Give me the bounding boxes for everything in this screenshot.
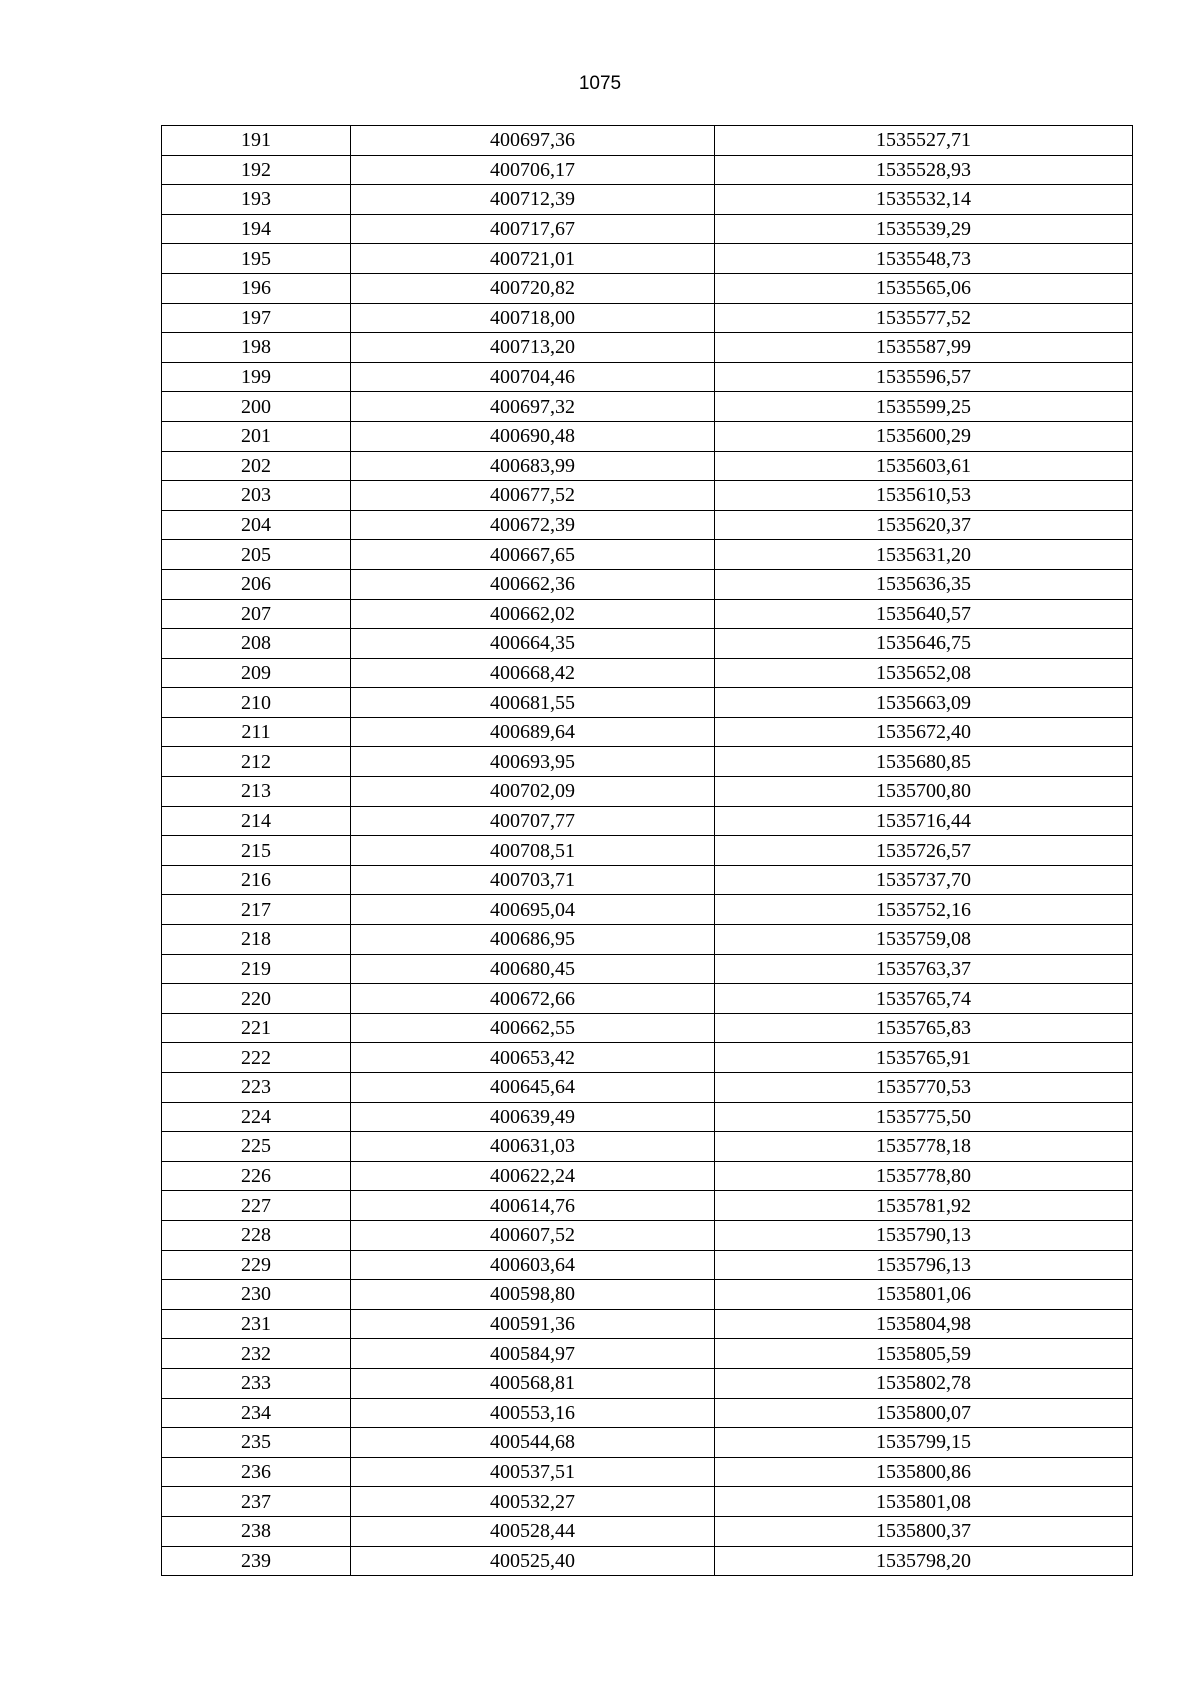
y-coordinate-cell: 1535778,80 <box>715 1161 1133 1191</box>
y-coordinate-cell: 1535577,52 <box>715 303 1133 333</box>
point-number-cell: 194 <box>162 214 351 244</box>
y-coordinate-cell: 1535770,53 <box>715 1073 1133 1103</box>
point-number-cell: 236 <box>162 1457 351 1487</box>
table-row <box>162 451 1133 481</box>
x-coordinate-cell: 400713,20 <box>351 333 715 363</box>
table-row <box>162 658 1133 688</box>
x-coordinate-cell: 400681,55 <box>351 688 715 718</box>
table-row <box>162 1309 1133 1339</box>
y-coordinate-cell: 1535801,06 <box>715 1280 1133 1310</box>
x-coordinate-cell: 400544,68 <box>351 1428 715 1458</box>
x-coordinate-cell: 400668,42 <box>351 658 715 688</box>
y-coordinate-cell: 1535603,61 <box>715 451 1133 481</box>
x-coordinate-cell: 400697,36 <box>351 126 715 156</box>
x-coordinate-cell: 400528,44 <box>351 1516 715 1546</box>
x-coordinate-cell: 400603,64 <box>351 1250 715 1280</box>
x-coordinate-cell: 400553,16 <box>351 1398 715 1428</box>
point-number-cell: 195 <box>162 244 351 274</box>
point-number-cell: 207 <box>162 599 351 629</box>
point-number-cell: 215 <box>162 836 351 866</box>
y-coordinate-cell: 1535778,18 <box>715 1132 1133 1162</box>
x-coordinate-cell: 400532,27 <box>351 1487 715 1517</box>
y-coordinate-cell: 1535700,80 <box>715 777 1133 807</box>
table-row <box>162 510 1133 540</box>
x-coordinate-cell: 400631,03 <box>351 1132 715 1162</box>
x-coordinate-cell: 400672,66 <box>351 984 715 1014</box>
point-number-cell: 235 <box>162 1428 351 1458</box>
point-number-cell: 205 <box>162 540 351 570</box>
table-row <box>162 1339 1133 1369</box>
table-row <box>162 895 1133 925</box>
table-row <box>162 1102 1133 1132</box>
point-number-cell: 220 <box>162 984 351 1014</box>
point-number-cell: 206 <box>162 569 351 599</box>
point-number-cell: 212 <box>162 747 351 777</box>
x-coordinate-cell: 400693,95 <box>351 747 715 777</box>
x-coordinate-cell: 400686,95 <box>351 925 715 955</box>
x-coordinate-cell: 400677,52 <box>351 481 715 511</box>
table-row <box>162 688 1133 718</box>
table-row <box>162 392 1133 422</box>
point-number-cell: 229 <box>162 1250 351 1280</box>
y-coordinate-cell: 1535631,20 <box>715 540 1133 570</box>
point-number-cell: 197 <box>162 303 351 333</box>
table-row <box>162 481 1133 511</box>
table-row <box>162 1220 1133 1250</box>
x-coordinate-cell: 400697,32 <box>351 392 715 422</box>
point-number-cell: 213 <box>162 777 351 807</box>
x-coordinate-cell: 400708,51 <box>351 836 715 866</box>
x-coordinate-cell: 400662,02 <box>351 599 715 629</box>
coordinates-table <box>161 125 1133 1576</box>
x-coordinate-cell: 400680,45 <box>351 954 715 984</box>
y-coordinate-cell: 1535596,57 <box>715 362 1133 392</box>
y-coordinate-cell: 1535663,09 <box>715 688 1133 718</box>
table-row <box>162 126 1133 156</box>
table-row <box>162 1516 1133 1546</box>
y-coordinate-cell: 1535800,37 <box>715 1516 1133 1546</box>
point-number-cell: 199 <box>162 362 351 392</box>
point-number-cell: 210 <box>162 688 351 718</box>
x-coordinate-cell: 400568,81 <box>351 1368 715 1398</box>
point-number-cell: 217 <box>162 895 351 925</box>
x-coordinate-cell: 400717,67 <box>351 214 715 244</box>
table-row <box>162 1043 1133 1073</box>
x-coordinate-cell: 400689,64 <box>351 717 715 747</box>
table-row <box>162 214 1133 244</box>
y-coordinate-cell: 1535527,71 <box>715 126 1133 156</box>
x-coordinate-cell: 400662,55 <box>351 1013 715 1043</box>
y-coordinate-cell: 1535759,08 <box>715 925 1133 955</box>
table-row <box>162 747 1133 777</box>
point-number-cell: 230 <box>162 1280 351 1310</box>
x-coordinate-cell: 400690,48 <box>351 421 715 451</box>
y-coordinate-cell: 1535716,44 <box>715 806 1133 836</box>
point-number-cell: 234 <box>162 1398 351 1428</box>
table-row <box>162 717 1133 747</box>
coordinates-table-body <box>162 126 1133 1576</box>
y-coordinate-cell: 1535796,13 <box>715 1250 1133 1280</box>
y-coordinate-cell: 1535680,85 <box>715 747 1133 777</box>
x-coordinate-cell: 400598,80 <box>351 1280 715 1310</box>
table-row <box>162 421 1133 451</box>
y-coordinate-cell: 1535802,78 <box>715 1368 1133 1398</box>
point-number-cell: 219 <box>162 954 351 984</box>
point-number-cell: 211 <box>162 717 351 747</box>
point-number-cell: 214 <box>162 806 351 836</box>
y-coordinate-cell: 1535805,59 <box>715 1339 1133 1369</box>
x-coordinate-cell: 400718,00 <box>351 303 715 333</box>
point-number-cell: 192 <box>162 155 351 185</box>
point-number-cell: 221 <box>162 1013 351 1043</box>
x-coordinate-cell: 400720,82 <box>351 273 715 303</box>
x-coordinate-cell: 400591,36 <box>351 1309 715 1339</box>
y-coordinate-cell: 1535636,35 <box>715 569 1133 599</box>
y-coordinate-cell: 1535600,29 <box>715 421 1133 451</box>
table-row <box>162 569 1133 599</box>
table-row <box>162 155 1133 185</box>
y-coordinate-cell: 1535800,86 <box>715 1457 1133 1487</box>
y-coordinate-cell: 1535528,93 <box>715 155 1133 185</box>
point-number-cell: 201 <box>162 421 351 451</box>
x-coordinate-cell: 400672,39 <box>351 510 715 540</box>
table-row <box>162 1250 1133 1280</box>
x-coordinate-cell: 400622,24 <box>351 1161 715 1191</box>
y-coordinate-cell: 1535672,40 <box>715 717 1133 747</box>
y-coordinate-cell: 1535620,37 <box>715 510 1133 540</box>
y-coordinate-cell: 1535798,20 <box>715 1546 1133 1576</box>
table-row <box>162 303 1133 333</box>
y-coordinate-cell: 1535752,16 <box>715 895 1133 925</box>
point-number-cell: 198 <box>162 333 351 363</box>
point-number-cell: 237 <box>162 1487 351 1517</box>
point-number-cell: 233 <box>162 1368 351 1398</box>
point-number-cell: 202 <box>162 451 351 481</box>
x-coordinate-cell: 400645,64 <box>351 1073 715 1103</box>
y-coordinate-cell: 1535775,50 <box>715 1102 1133 1132</box>
table-row <box>162 865 1133 895</box>
table-row <box>162 984 1133 1014</box>
x-coordinate-cell: 400584,97 <box>351 1339 715 1369</box>
point-number-cell: 223 <box>162 1073 351 1103</box>
table-row <box>162 273 1133 303</box>
y-coordinate-cell: 1535587,99 <box>715 333 1133 363</box>
point-number-cell: 203 <box>162 481 351 511</box>
point-number-cell: 225 <box>162 1132 351 1162</box>
y-coordinate-cell: 1535599,25 <box>715 392 1133 422</box>
table-row <box>162 1487 1133 1517</box>
point-number-cell: 232 <box>162 1339 351 1369</box>
table-row <box>162 1191 1133 1221</box>
y-coordinate-cell: 1535765,74 <box>715 984 1133 1014</box>
point-number-cell: 239 <box>162 1546 351 1576</box>
table-row <box>162 599 1133 629</box>
x-coordinate-cell: 400639,49 <box>351 1102 715 1132</box>
point-number-cell: 196 <box>162 273 351 303</box>
table-row <box>162 1368 1133 1398</box>
point-number-cell: 222 <box>162 1043 351 1073</box>
table-row <box>162 1457 1133 1487</box>
x-coordinate-cell: 400707,77 <box>351 806 715 836</box>
x-coordinate-cell: 400525,40 <box>351 1546 715 1576</box>
point-number-cell: 218 <box>162 925 351 955</box>
y-coordinate-cell: 1535765,83 <box>715 1013 1133 1043</box>
y-coordinate-cell: 1535646,75 <box>715 629 1133 659</box>
x-coordinate-cell: 400614,76 <box>351 1191 715 1221</box>
point-number-cell: 204 <box>162 510 351 540</box>
y-coordinate-cell: 1535801,08 <box>715 1487 1133 1517</box>
y-coordinate-cell: 1535781,92 <box>715 1191 1133 1221</box>
x-coordinate-cell: 400537,51 <box>351 1457 715 1487</box>
table-row <box>162 777 1133 807</box>
x-coordinate-cell: 400653,42 <box>351 1043 715 1073</box>
table-row <box>162 1013 1133 1043</box>
x-coordinate-cell: 400702,09 <box>351 777 715 807</box>
table-row <box>162 1161 1133 1191</box>
y-coordinate-cell: 1535765,91 <box>715 1043 1133 1073</box>
table-row <box>162 1132 1133 1162</box>
y-coordinate-cell: 1535790,13 <box>715 1220 1133 1250</box>
point-number-cell: 227 <box>162 1191 351 1221</box>
page-number: 1075 <box>578 73 622 94</box>
table-row <box>162 806 1133 836</box>
y-coordinate-cell: 1535610,53 <box>715 481 1133 511</box>
point-number-cell: 216 <box>162 865 351 895</box>
point-number-cell: 226 <box>162 1161 351 1191</box>
y-coordinate-cell: 1535800,07 <box>715 1398 1133 1428</box>
table-row <box>162 925 1133 955</box>
point-number-cell: 191 <box>162 126 351 156</box>
table-row <box>162 954 1133 984</box>
x-coordinate-cell: 400703,71 <box>351 865 715 895</box>
x-coordinate-cell: 400712,39 <box>351 185 715 215</box>
x-coordinate-cell: 400664,35 <box>351 629 715 659</box>
y-coordinate-cell: 1535763,37 <box>715 954 1133 984</box>
y-coordinate-cell: 1535565,06 <box>715 273 1133 303</box>
x-coordinate-cell: 400607,52 <box>351 1220 715 1250</box>
point-number-cell: 193 <box>162 185 351 215</box>
table-row <box>162 362 1133 392</box>
x-coordinate-cell: 400662,36 <box>351 569 715 599</box>
table-row <box>162 185 1133 215</box>
point-number-cell: 200 <box>162 392 351 422</box>
x-coordinate-cell: 400704,46 <box>351 362 715 392</box>
point-number-cell: 238 <box>162 1516 351 1546</box>
point-number-cell: 209 <box>162 658 351 688</box>
y-coordinate-cell: 1535532,14 <box>715 185 1133 215</box>
y-coordinate-cell: 1535652,08 <box>715 658 1133 688</box>
y-coordinate-cell: 1535737,70 <box>715 865 1133 895</box>
table-row <box>162 1546 1133 1576</box>
x-coordinate-cell: 400706,17 <box>351 155 715 185</box>
table-row <box>162 1428 1133 1458</box>
table-row <box>162 540 1133 570</box>
table-row <box>162 836 1133 866</box>
y-coordinate-cell: 1535548,73 <box>715 244 1133 274</box>
point-number-cell: 208 <box>162 629 351 659</box>
x-coordinate-cell: 400667,65 <box>351 540 715 570</box>
x-coordinate-cell: 400721,01 <box>351 244 715 274</box>
y-coordinate-cell: 1535726,57 <box>715 836 1133 866</box>
y-coordinate-cell: 1535804,98 <box>715 1309 1133 1339</box>
y-coordinate-cell: 1535799,15 <box>715 1428 1133 1458</box>
y-coordinate-cell: 1535539,29 <box>715 214 1133 244</box>
point-number-cell: 224 <box>162 1102 351 1132</box>
point-number-cell: 231 <box>162 1309 351 1339</box>
table-row <box>162 333 1133 363</box>
table-row <box>162 1280 1133 1310</box>
y-coordinate-cell: 1535640,57 <box>715 599 1133 629</box>
table-row <box>162 629 1133 659</box>
table-row <box>162 1398 1133 1428</box>
x-coordinate-cell: 400683,99 <box>351 451 715 481</box>
x-coordinate-cell: 400695,04 <box>351 895 715 925</box>
table-row <box>162 1073 1133 1103</box>
point-number-cell: 228 <box>162 1220 351 1250</box>
table-row <box>162 244 1133 274</box>
